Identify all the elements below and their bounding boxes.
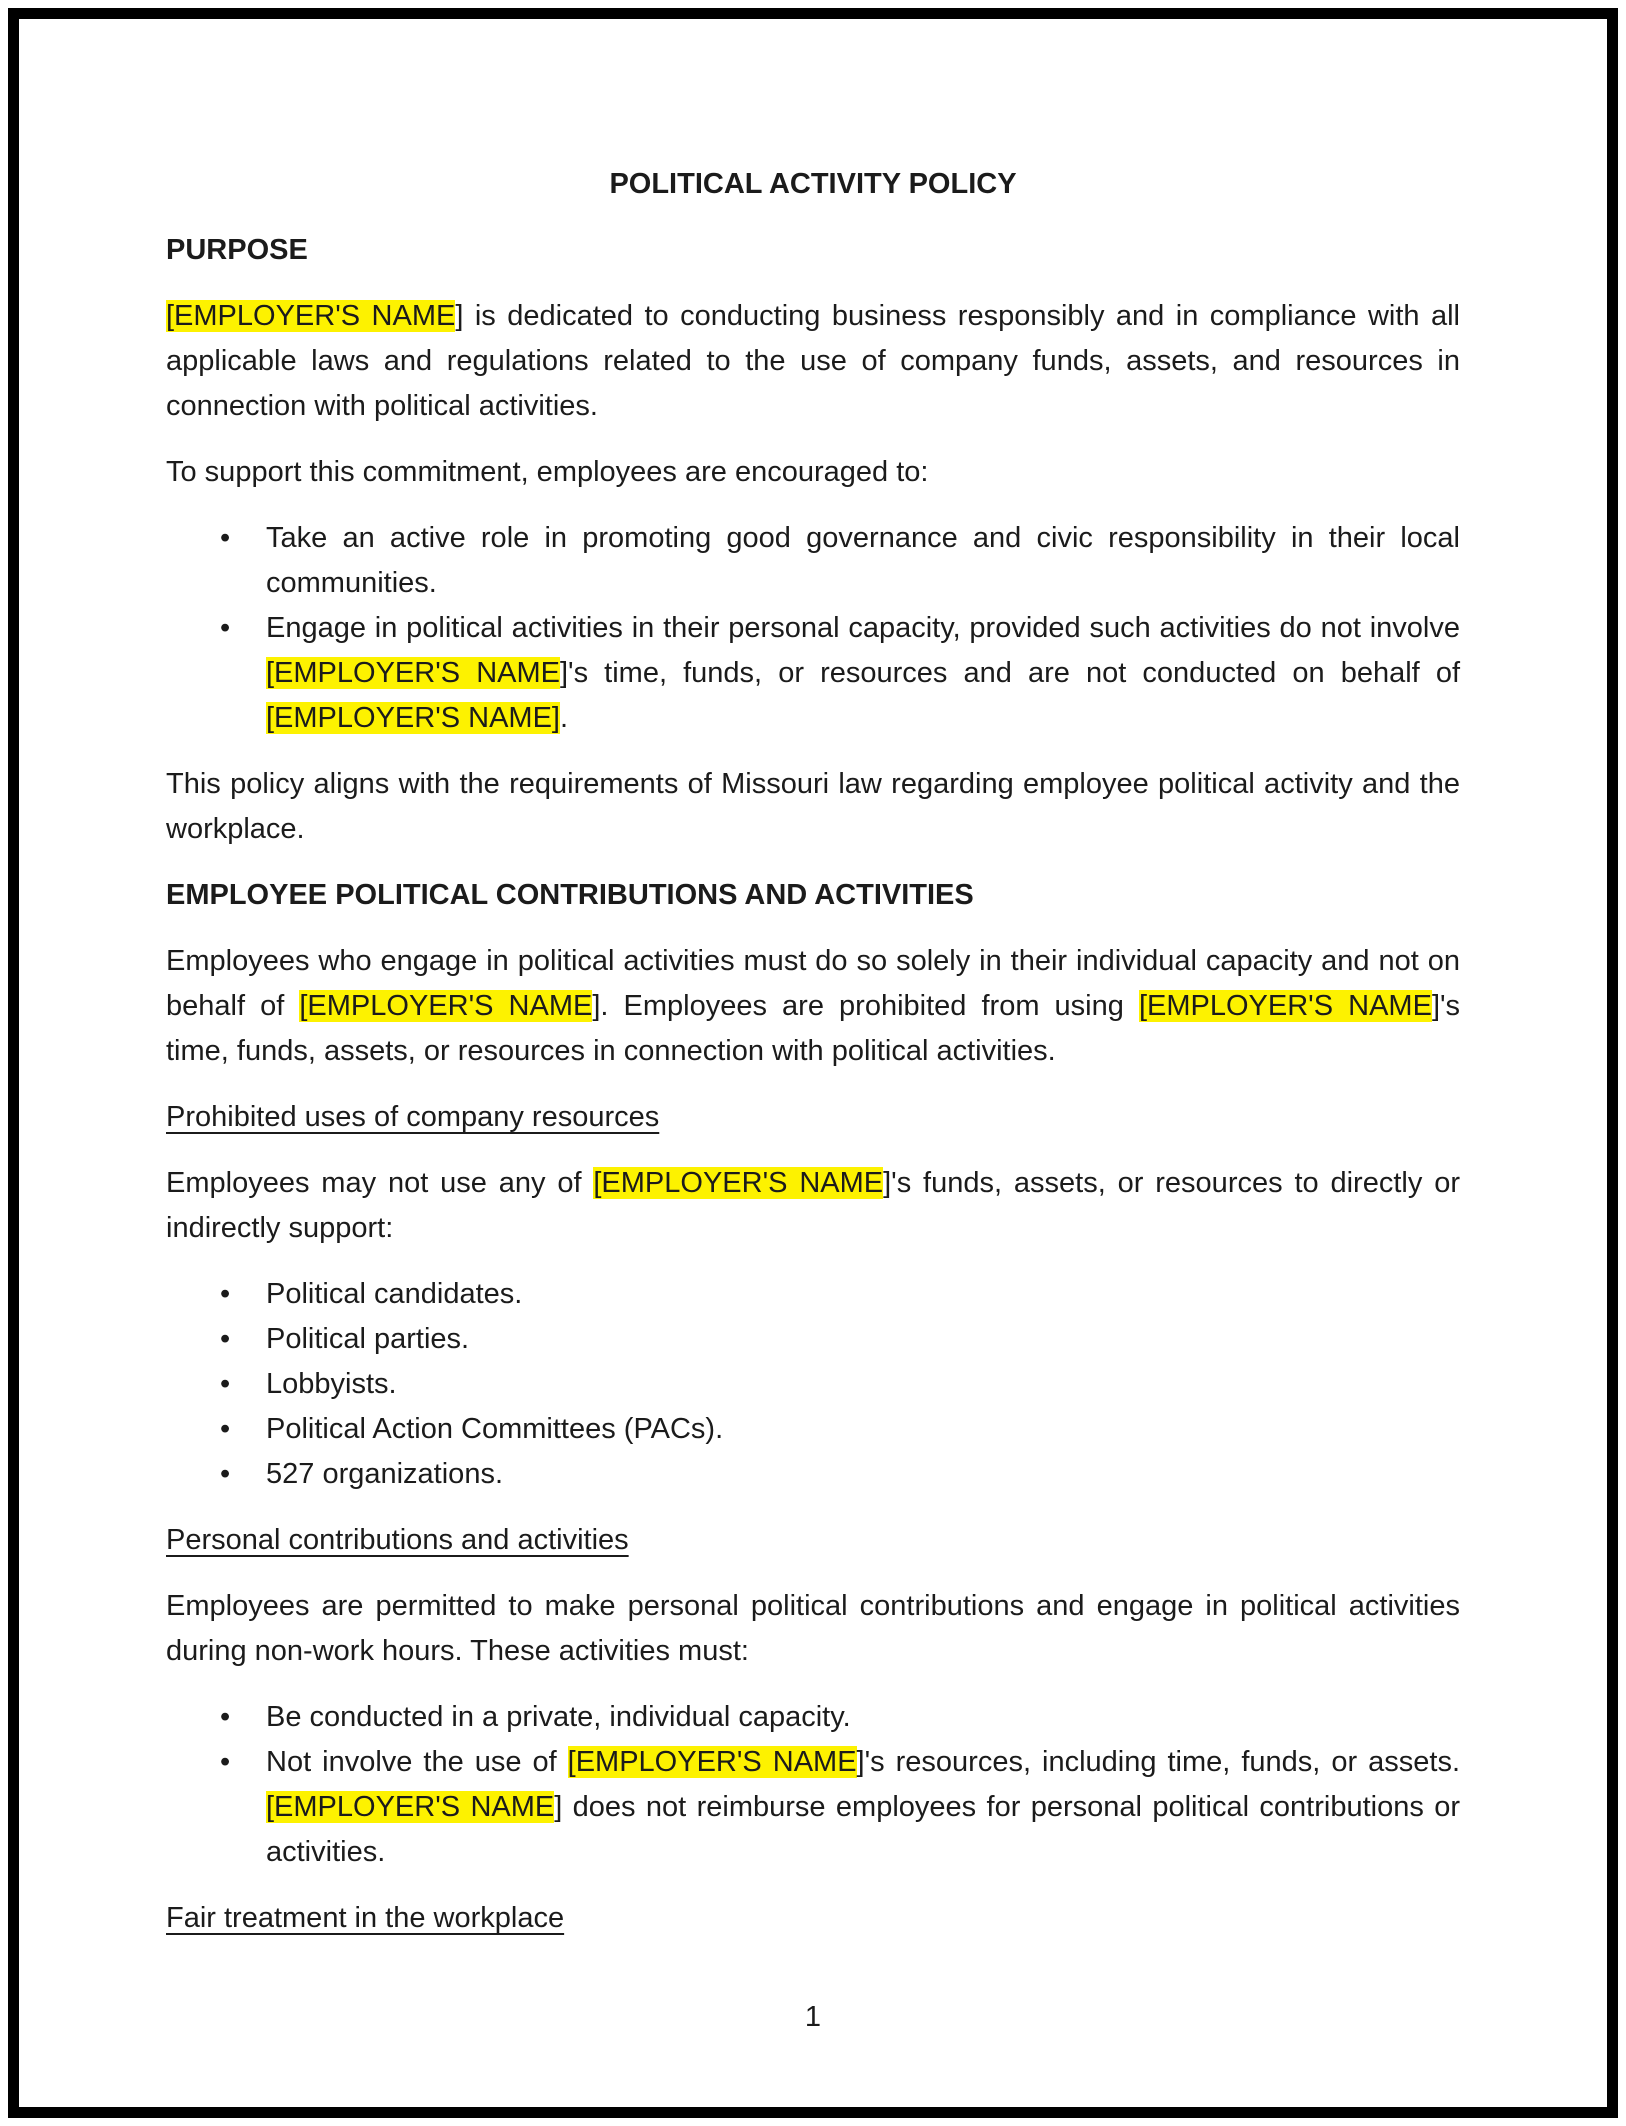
- text-segment: Employees are permitted to make personal political contributions and engage in political activities during non-work hours. These activities must:: [166, 1590, 1460, 1667]
- text-segment: Employees who engage in political activities must do so solely in their individual capacity and not on behalf of: [166, 945, 1460, 1022]
- text-segment: Political Action Committees (PACs).: [266, 1413, 724, 1445]
- paragraph: [166, 939, 1460, 1074]
- employer-name-placeholder: [EMPLOYER'S NAME: [266, 1791, 555, 1823]
- list-item: [266, 516, 1460, 606]
- employer-name-placeholder: [EMPLOYER'S NAME: [299, 990, 593, 1022]
- bullet-list: [166, 1272, 1460, 1497]
- list-item: [266, 1452, 1460, 1497]
- text-segment: Be conducted in a private, individual capacity.: [266, 1701, 851, 1733]
- employer-name-placeholder: [EMPLOYER'S NAME: [266, 657, 560, 689]
- paragraph: [166, 1584, 1460, 1674]
- section-subheading: Personal contributions and activities: [166, 1524, 629, 1556]
- text-segment: To support this commitment, employees are encouraged to:: [166, 456, 929, 488]
- page-number: 1: [804, 2001, 822, 2033]
- paragraph: [166, 294, 1460, 429]
- employer-name-placeholder: [EMPLOYER'S NAME: [593, 1167, 884, 1199]
- text-segment: ]'s time, funds, or resources and are not conducted on behalf of: [559, 657, 1461, 689]
- text-segment: ]'s resources, including time, funds, or assets.: [856, 1746, 1460, 1778]
- list-item: [266, 1272, 1460, 1317]
- list-item: [266, 1740, 1460, 1875]
- text-segment: 527 organizations.: [266, 1458, 503, 1490]
- employer-name-placeholder: [EMPLOYER'S NAME: [1138, 990, 1432, 1022]
- text-segment: Political parties.: [266, 1323, 470, 1355]
- bullet-list: [166, 1695, 1460, 1875]
- bullet-list: [166, 516, 1460, 741]
- document-title: POLITICAL ACTIVITY POLICY: [609, 168, 1017, 200]
- text-segment: ] does not reimburse employees for personal political contributions or activities.: [266, 1791, 1461, 1868]
- text-segment: ]'s funds, assets, or resources to directly or indirectly support:: [166, 1167, 1460, 1244]
- text-segment: .: [560, 702, 569, 734]
- text-segment: ]'s time, funds, assets, or resources in connection with political activities.: [166, 990, 1461, 1067]
- text-segment: Not involve the use of: [266, 1746, 568, 1778]
- text-segment: ]. Employees are prohibited from using: [592, 990, 1139, 1022]
- list-item: [266, 1695, 1460, 1740]
- document-body: [166, 228, 1460, 1941]
- text-segment: Lobbyists.: [266, 1368, 397, 1400]
- section-subheading: Fair treatment in the workplace: [166, 1902, 565, 1934]
- text-segment: Employees may not use any of: [166, 1167, 594, 1199]
- text-segment: Political candidates.: [266, 1278, 523, 1310]
- employer-name-placeholder: [EMPLOYER'S NAME: [166, 300, 456, 332]
- paragraph: [166, 762, 1460, 852]
- list-item: [266, 1362, 1460, 1407]
- paragraph: [166, 1161, 1460, 1251]
- section-heading: EMPLOYEE POLITICAL CONTRIBUTIONS AND ACTIVITIES: [166, 879, 974, 911]
- list-item: [266, 606, 1460, 741]
- text-segment: Engage in political activities in their personal capacity, provided such activities do not involve: [266, 612, 1460, 644]
- paragraph: [166, 450, 1460, 495]
- text-segment: This policy aligns with the requirements of Missouri law regarding employee political activity and the workplace.: [166, 768, 1460, 845]
- section-heading: PURPOSE: [166, 234, 308, 266]
- employer-name-placeholder: [EMPLOYER'S NAME: [567, 1746, 857, 1778]
- text-segment: Take an active role in promoting good governance and civic responsibility in their local communities.: [266, 522, 1460, 599]
- document-content: [166, 20, 1460, 2106]
- list-item: [266, 1317, 1460, 1362]
- list-item: [266, 1407, 1460, 1452]
- section-subheading: Prohibited uses of company resources: [166, 1101, 660, 1133]
- employer-name-placeholder: [EMPLOYER'S NAME]: [266, 702, 560, 734]
- text-segment: ] is dedicated to conducting business responsibly and in compliance with all applicable laws and regulations related to the use of company funds, assets, and resources in connection with political activities.: [166, 300, 1460, 422]
